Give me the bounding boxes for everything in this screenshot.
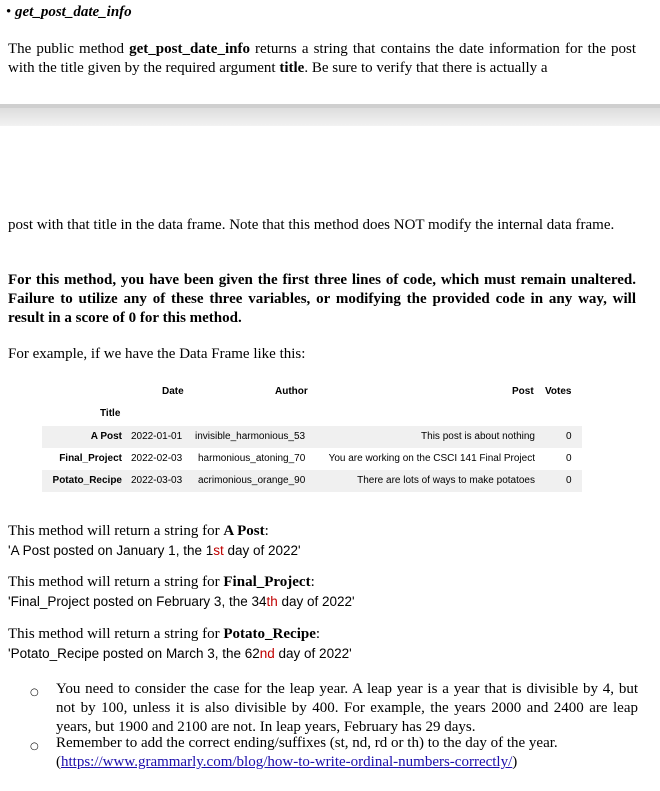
note-text: You need to consider the case for the leap year. A leap year is a year that is divisible by 4, but not by 100, unless it is also divisible by 400. For example, the years 2000 and 2400 are leap years, but 1900 and 2100 are not. In leap years, February has 29 days. [56, 681, 638, 735]
intro-middle: returns a string that contains the date information for the post with the title given by the required argument [8, 41, 636, 76]
col-header-date: Date [162, 386, 184, 397]
row-date: 2022-03-03 [131, 475, 183, 486]
row-votes: 0 [566, 431, 572, 442]
row-title: A Post [90, 431, 122, 442]
example-block [8, 573, 636, 611]
row-author: harmonious_atoning_70 [198, 453, 306, 464]
example-output: 'A Post posted on January 1, the 1st day of 2022' [8, 543, 301, 558]
example-lead: This method will return a string for Potato_Recipe: [8, 626, 321, 642]
ordinal-suffix: st [213, 543, 224, 558]
page-break-band [0, 104, 660, 126]
note-item [30, 734, 638, 772]
row-title: Final_Project [59, 453, 122, 464]
example-output: 'Final_Project posted on February 3, the 34th day of 2022' [8, 594, 355, 609]
intro-suffix: . Be sure to verify that there is actually a [304, 60, 548, 76]
ordinal-suffix: th [266, 594, 278, 609]
intro-prefix: The public method [8, 41, 130, 57]
row-post: There are lots of ways to make potatoes [357, 475, 535, 486]
intro-method: get_post_date_info [129, 41, 250, 57]
circle-bullet-icon: ○ [30, 687, 39, 698]
row-date: 2022-02-03 [131, 453, 183, 464]
row-title: Potato_Recipe [52, 475, 122, 486]
col-header-post: Post [512, 386, 534, 397]
col-header-author: Author [275, 386, 308, 397]
method-heading-text: get_post_date_info [15, 4, 132, 20]
example-block [8, 522, 636, 560]
continued-paragraph: post with that title in the data frame. Note that this method does NOT modify the internal data frame. [8, 217, 615, 233]
example-lead: This method will return a string for Final_Project: [8, 574, 315, 590]
ordinal-suffix: nd [259, 646, 275, 661]
note-link-line: (https://www.grammarly.com/blog/how-to-write-ordinal-numbers-correctly/) [56, 754, 518, 770]
circle-bullet-icon: ○ [30, 741, 39, 752]
col-header-votes: Votes [545, 386, 572, 397]
note-item [30, 680, 638, 737]
row-post: This post is about nothing [421, 431, 535, 442]
row-author: invisible_harmonious_53 [195, 431, 306, 442]
warning-paragraph: For this method, you have been given the first three lines of code, which must remain unaltered. Failure to utilize any of these three variables, or modifying the provided code in any way, will result in a score of 0 for this method. [8, 272, 636, 326]
reference-link[interactable]: https://www.grammarly.com/blog/how-to-write-ordinal-numbers-correctly/ [61, 754, 513, 770]
row-author: acrimonious_orange_90 [198, 475, 306, 486]
intro-arg: title [279, 60, 305, 76]
row-post: You are working on the CSCI 141 Final Project [328, 453, 535, 464]
index-name: Title [100, 408, 121, 419]
table-row [42, 470, 582, 492]
example-intro: For example, if we have the Data Frame like this: [8, 346, 306, 362]
method-heading [6, 3, 132, 22]
row-votes: 0 [566, 475, 572, 486]
note-text: Remember to add the correct ending/suffixes (st, nd, rd or th) to the day of the year. [56, 735, 558, 751]
intro-paragraph [8, 40, 636, 78]
row-date: 2022-01-01 [131, 431, 183, 442]
table-row [42, 448, 582, 470]
row-votes: 0 [566, 453, 572, 464]
bullet-icon: • [6, 4, 12, 20]
example-output: 'Potato_Recipe posted on March 3, the 62nd day of 2022' [8, 646, 352, 661]
example-block [8, 625, 636, 663]
table-row [42, 426, 582, 448]
example-lead: This method will return a string for A Post: [8, 523, 269, 539]
